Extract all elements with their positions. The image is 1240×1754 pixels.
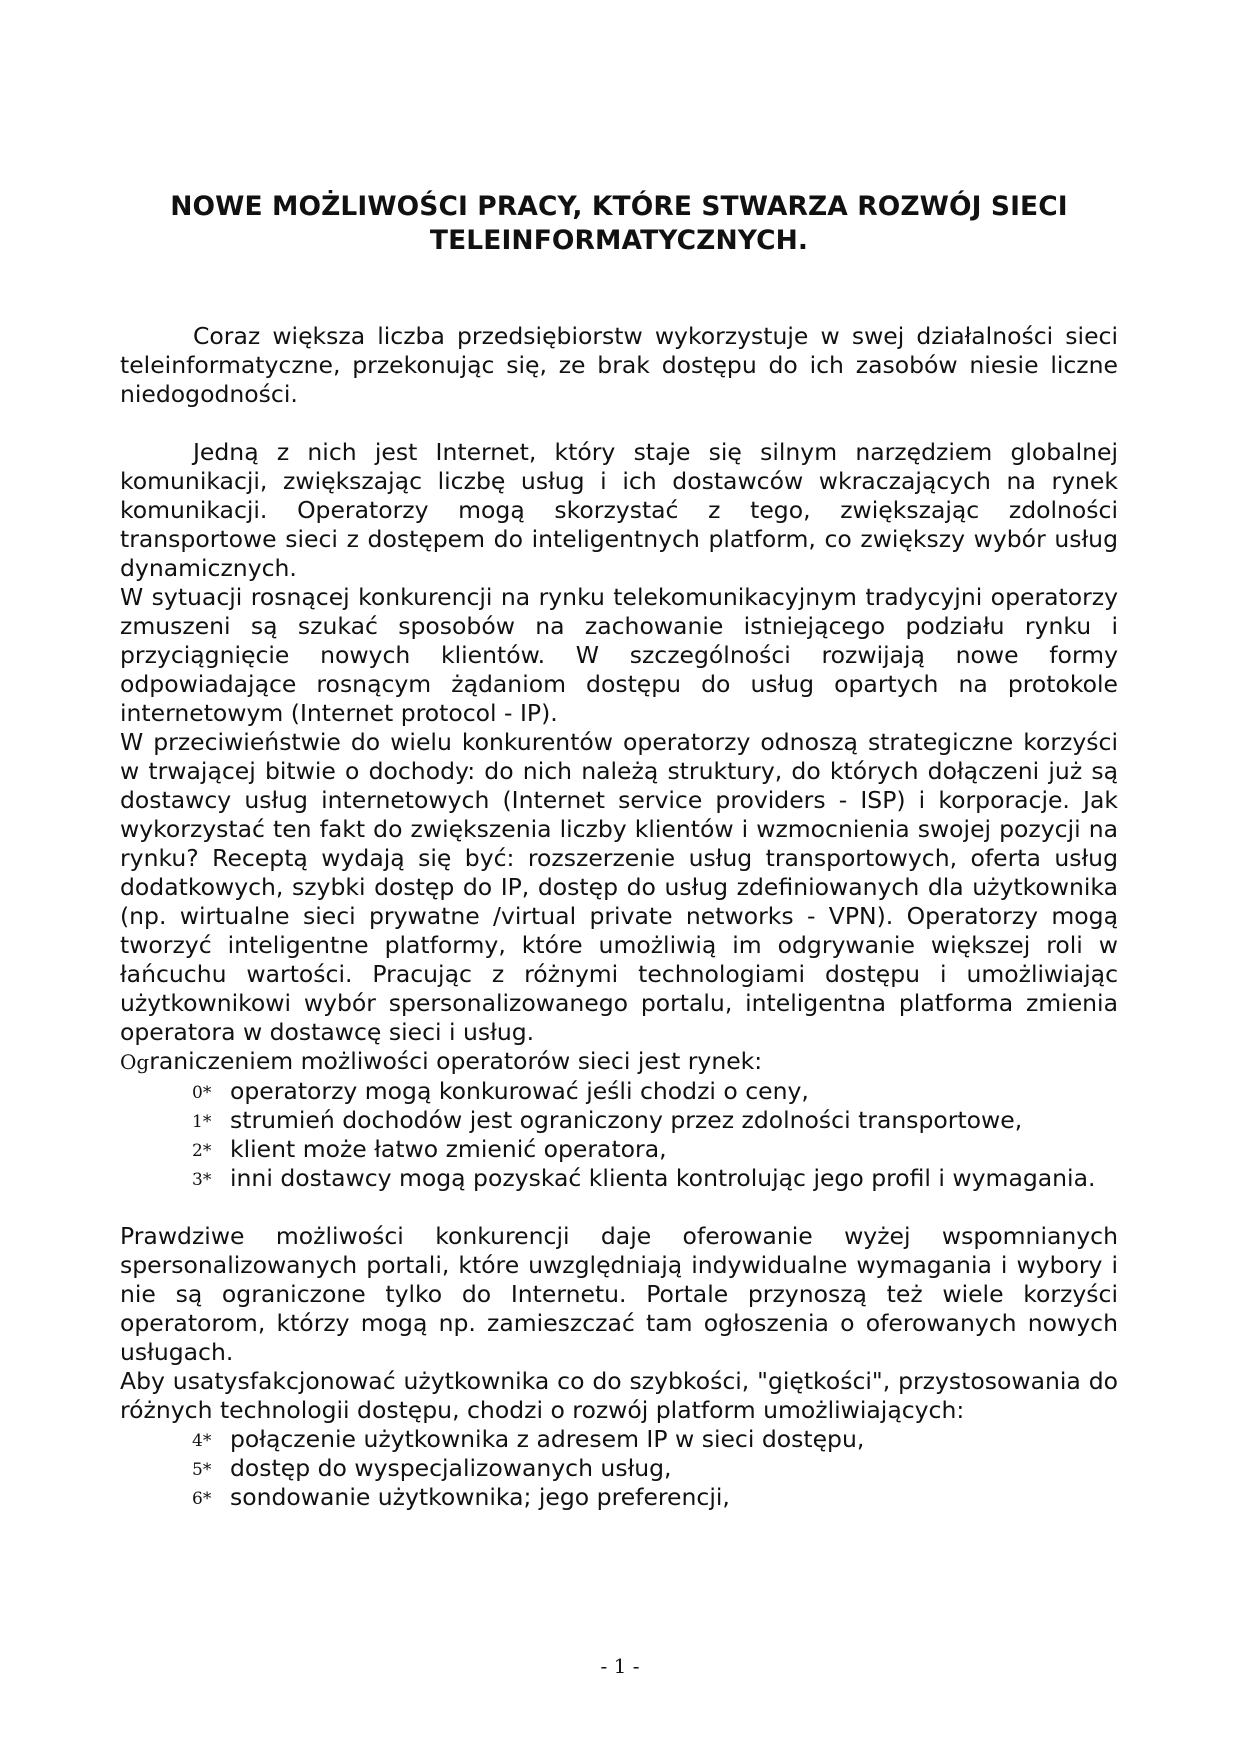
paragraph-competition: W sytuacji rosnącej konkurencji na rynku telekomunikacyjnym tradycyjni operatorzy zmuszeni są szukać sposobów na zachowanie istniejącego podziału rynku i przyciągnięcie nowych klientów. W szczególności rozwijają nowe formy odpowiadające rosnącym żądaniom dostępu do usług opartych na protokole internetowym (Internet protocol - IP).	[120, 583, 1118, 727]
list-item-text: operatorzy mogą konkurować jeśli chodzi o ceny,	[230, 1077, 809, 1105]
page-number: - 1 -	[600, 1654, 640, 1678]
list-item	[120, 1077, 1118, 1106]
list-marker: 0*	[192, 1083, 212, 1103]
list-marker: 5*	[192, 1460, 212, 1480]
paragraph-internet: Jedną z nich jest Internet, który staje się silnym narzędziem globalnej komunikacji, zwiększając liczbę usług i ich dostawców wkraczających na rynek komunikacji. Operatorzy mogą skorzystać z tego, zwiększając zdolności transportowe sieci z dostępem do inteligentnych platform, co zwiększy wybór usług dynamicznych.	[120, 438, 1118, 582]
list-intro-lead: Og	[120, 1050, 150, 1074]
platform-features-list	[120, 1425, 1118, 1512]
list-item-text: klient może łatwo zmienić operatora,	[230, 1135, 667, 1163]
list-intro-text: raniczeniem możliwości operatorów sieci jest rynek:	[149, 1047, 763, 1075]
title-line-2: TELEINFORMATYCZNYCH.	[429, 225, 809, 256]
list-marker: 6*	[192, 1489, 212, 1509]
list-item	[120, 1164, 1118, 1193]
paragraph-portals: Prawdziwe możliwości konkurencji daje oferowanie wyżej wspomnianych spersonalizowanych portali, które uwzględniają indywidualne wymagania i wybory i nie są ograniczone tylko do Internetu. Portale przynoszą też wiele korzyści operatorom, którzy mogą np. zamieszczać tam ogłoszenia o oferowanych nowych usługach.	[120, 1222, 1118, 1366]
list-item	[120, 1454, 1118, 1483]
list-item	[120, 1135, 1118, 1164]
paragraph-intro: Coraz większa liczba przedsiębiorstw wykorzystuje w swej działalności sieci teleinformatyczne, przekonując się, ze brak dostępu do ich zasobów niesie liczne niedogodności.	[120, 322, 1118, 408]
document-body	[120, 190, 1118, 1512]
list-marker: 1*	[192, 1112, 212, 1132]
list-item	[120, 1483, 1118, 1512]
list-marker: 4*	[192, 1431, 212, 1451]
list-item-text: sondowanie użytkownika; jego preferencji,	[230, 1483, 730, 1511]
title-line-1: NOWE MOŻLIWOŚCI PRACY, KTÓRE STWARZA ROZWÓJ SIECI	[170, 191, 1068, 222]
list-item	[120, 1425, 1118, 1454]
paragraph-advantages: W przeciwieństwie do wielu konkurentów operatorzy odnoszą strategiczne korzyści w trwającej bitwie o dochody: do nich należą struktury, do których dołączeni już są dostawcy usług internetowych (Internet service providers - ISP) i korporacje. Jak wykorzystać ten fakt do zwiększenia liczby klientów i wzmocnienia swojej pozycji na rynku? Receptą wydają się być: rozszerzenie usług transportowych, oferta usług dodatkowych, szybki dostęp do IP, dostęp do usług zdefiniowanych dla użytkownika (np. wirtualne sieci prywatne /virtual private networks - VPN). Operatorzy mogą tworzyć inteligentne platformy, które umożliwią im odgrywanie większej roli w łańcuchu wartości. Pracując z różnymi technologiami dostępu i umożliwiając użytkownikowi wybór spersonalizowanego portalu, inteligentna platforma zmienia operatora w dostawcę sieci i usług.	[120, 728, 1118, 1046]
list-item	[120, 1106, 1118, 1135]
list-marker: 2*	[192, 1141, 212, 1161]
market-limitations-list	[120, 1077, 1118, 1193]
list-item-text: inni dostawcy mogą pozyskać klienta kontrolując jego profil i wymagania.	[230, 1164, 1096, 1192]
paragraph-platforms: Aby usatysfakcjonować użytkownika co do szybkości, "giętkości", przystosowania do różnych technologii dostępu, chodzi o rozwój platform umożliwiających:	[120, 1367, 1118, 1424]
list-item-text: dostęp do wyspecjalizowanych usług,	[230, 1454, 672, 1482]
list-marker: 3*	[192, 1170, 212, 1190]
list-item-text: strumień dochodów jest ograniczony przez zdolności transportowe,	[230, 1106, 1023, 1134]
list-intro-paragraph	[120, 1047, 1118, 1077]
list-item-text: połączenie użytkownika z adresem IP w sieci dostępu,	[230, 1425, 865, 1453]
document-title	[120, 190, 1118, 258]
